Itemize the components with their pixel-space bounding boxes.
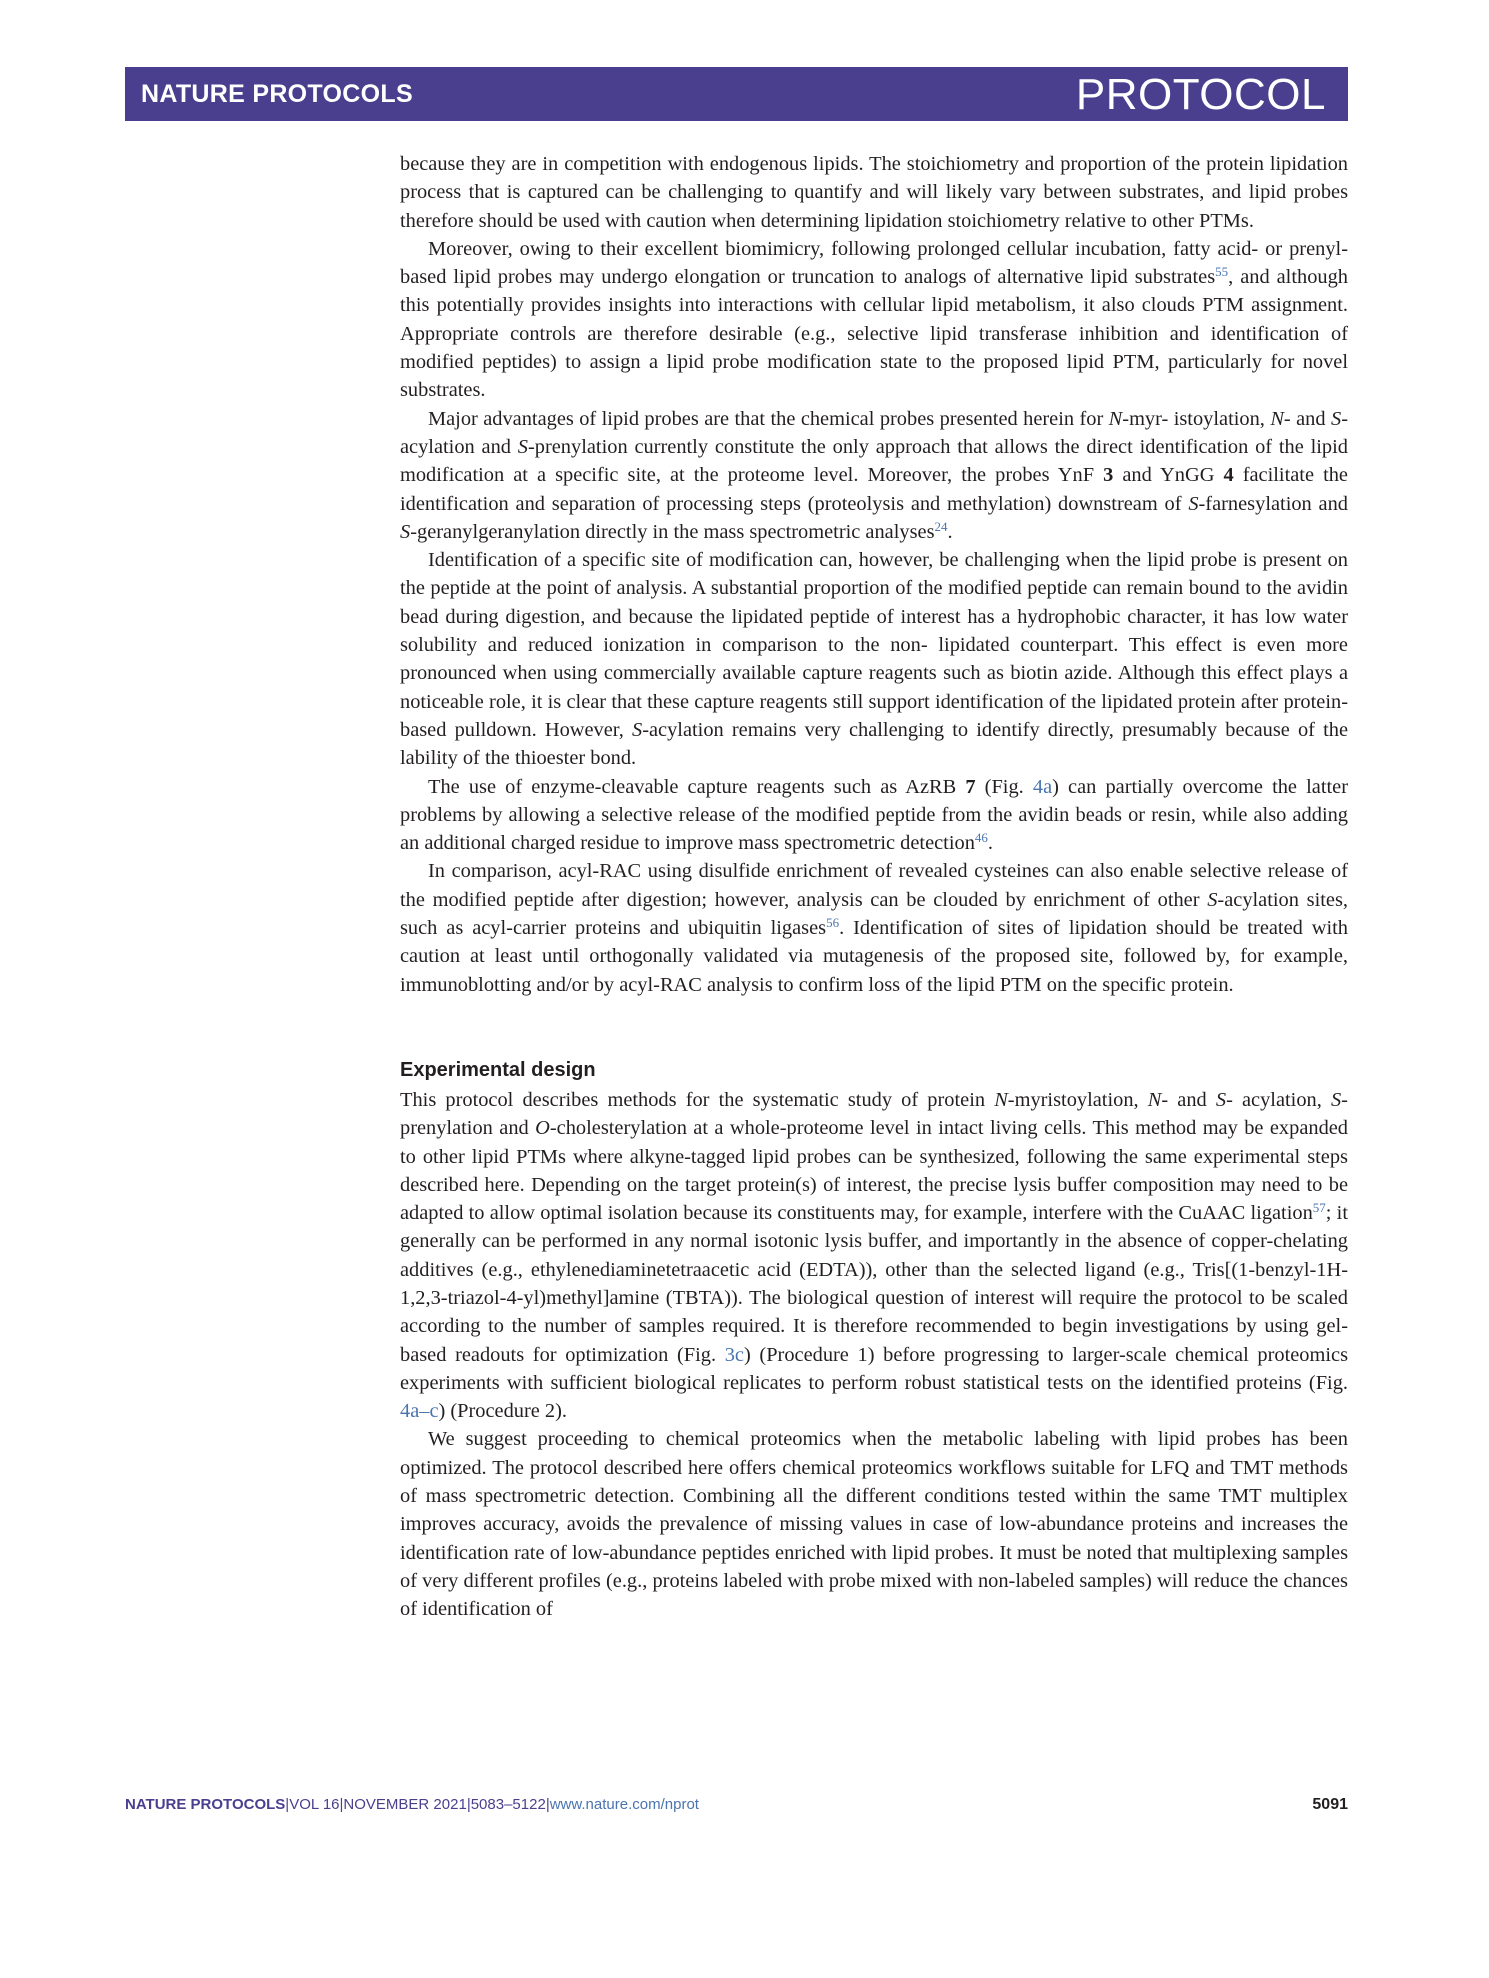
paragraph-2: Moreover, owing to their excellent biomimicry, following prolonged cellular incubation, fatty acid- or prenyl-based lipid probes may undergo elongation or truncation to analogs of alternative lipid substrates$^{55}$, and although this potentially provides insights into interactions with cellular lipid metabolism, it also clouds PTM assignment. Appropriate controls are therefore desirable (e.g., selective lipid transferase inhibition and identification of modified peptides) to assign a lipid probe modification state to the proposed lipid PTM, particularly for novel substrates.: [400, 237, 1348, 402]
section-heading: Experimental design: [400, 1058, 596, 1081]
paragraph-8: We suggest proceeding to chemical proteomics when the metabolic labeling with lipid probes has been optimized. The protocol described here offers chemical proteomics workflows suitable for LFQ and TMT methods of mass spectrometric detection. Combining all the different conditions tested within the same TMT multiplex improves accuracy, avoids the prevalence of missing values in case of low-abundance proteins and increases the identification rate of low-abundance peptides enriched with lipid probes. It must be noted that multiplexing samples of very different profiles (e.g., proteins labeled with probe mixed with non-labeled samples) will reduce the chances of identification of: [400, 1428, 1348, 1621]
paragraph-5: The use of enzyme-cleavable capture reagents such as AzRB 7 (Fig. 4a) can partially overcome the latter problems by allowing a selective release of the modified peptide from the avidin beads or resin, while also adding an additional charged residue to improve mass spectrometric detection$^{46}$.: [400, 775, 1348, 855]
footer-journal: NATURE PROTOCOLS: [125, 1796, 286, 1813]
page-footer: [125, 1796, 1348, 1824]
article-body: [400, 150, 1348, 1624]
citation-ref[interactable]: 55: [1215, 264, 1229, 280]
footer-url-link[interactable]: www.nature.com/nprot: [549, 1796, 699, 1813]
footer-date: NOVEMBER 2021: [343, 1796, 467, 1813]
footer-pages: 5083–5122: [470, 1796, 546, 1813]
paragraph-7: This protocol describes methods for the systematic study of protein N-myristoylation, N- and S- acylation, S-prenylation and O-cholesterylation at a whole-proteome level in intact living cells. This method may be expanded to other lipid PTMs where alkyne-tagged lipid probes can be synthesized, following the same experimental steps described here. Depending on the target protein(s) of interest, the precise lysis buffer composition may need to be adapted to allow optimal isolation because its constituents may, for example, interfere with the CuAAC ligation$^{57}$; it generally can be performed in any normal isotonic lysis buffer, and importantly in the absence of copper-chelating additives (e.g., ethylenediaminetetraacetic acid (EDTA)), other than the selected ligand (e.g., Tris[(1-benzyl-1H- 1,2,3-triazol-4-yl)methyl]amine (TBTA)). The biological question of interest will require the protocol to be scaled according to the number of samples required. It is therefore recommended to begin investigations by using gel-based readouts for optimization (Fig. 3c) (Procedure 1) before progressing to larger-scale chemical proteomics experiments with sufficient biological replicates to perform robust statistical tests on the identified proteins (Fig. 4a–c) (Procedure 2).: [400, 1088, 1349, 1423]
paragraph-6: In comparison, acyl-RAC using disulfide enrichment of revealed cysteines can also enable selective release of the modified peptide after digestion; however, analysis can be clouded by enrichment of other S-acylation sites, such as acyl-carrier proteins and ubiquitin ligases$^{56}$. Identification of sites of lipidation should be treated with caution at least until orthogonally validated via mutagenesis of the proposed site, followed by, for example, immunoblotting and/or by acyl-RAC analysis to confirm loss of the lipid PTM on the specific protein.: [400, 860, 1348, 996]
footer-citation: NATURE PROTOCOLS|VOL 16|NOVEMBER 2021|5083–5122|www.nature.com/nprot: [125, 1796, 699, 1813]
citation-ref[interactable]: 56: [826, 915, 840, 931]
figure-link[interactable]: 4a: [1032, 775, 1053, 798]
journal-name: NATURE PROTOCOLS: [141, 80, 413, 108]
figure-link[interactable]: 4a–c: [400, 1400, 439, 1423]
citation-ref[interactable]: 24: [934, 518, 948, 534]
citation-ref[interactable]: 57: [1312, 1200, 1326, 1216]
paragraph-3: Major advantages of lipid probes are that the chemical probes presented herein for N-myr- istoylation, N- and S-acylation and S-prenylation currently constitute the only approach that allows the direct identification of the lipid modification at a specific site, at the proteome level. Moreover, the probes YnF 3 and YnGG 4 facilitate the identification and separation of processing steps (proteolysis and methylation) downstream of S-farnesylation and S-geranylgeranylation directly in the mass spectrometric analyses$^{24}$.: [400, 407, 1348, 543]
footer-volume: VOL 16: [289, 1796, 340, 1813]
paragraph-1: because they are in competition with endogenous lipids. The stoichiometry and proportion of the protein lipidation process that is captured can be challenging to quantify and will likely vary between substrates, and lipid probes therefore should be used with caution when determining lipidation stoichiometry relative to other PTMs.: [400, 153, 1348, 232]
journal-header-bar: [125, 67, 1348, 121]
article-type-label: PROTOCOL: [1075, 70, 1326, 119]
citation-ref[interactable]: 46: [974, 830, 988, 846]
figure-link[interactable]: 3c: [724, 1343, 744, 1366]
page-number: 5091: [1312, 1796, 1348, 1813]
paragraph-4: Identification of a specific site of modification can, however, be challenging when the lipid probe is present on the peptide at the point of analysis. A substantial proportion of the modified peptide can remain bound to the avidin bead during digestion, and because the lipidated peptide of interest has a hydrophobic character, it has low water solubility and reduced ionization in comparison to the non- lipidated counterpart. This effect is even more pronounced when using commercially available capture reagents such as biotin azide. Although this effect plays a noticeable role, it is clear that these capture reagents still support identification of the lipidated protein after protein-based pulldown. However, S-acylation remains very challenging to identify directly, presumably because of the lability of the thioester bond.: [400, 549, 1348, 770]
